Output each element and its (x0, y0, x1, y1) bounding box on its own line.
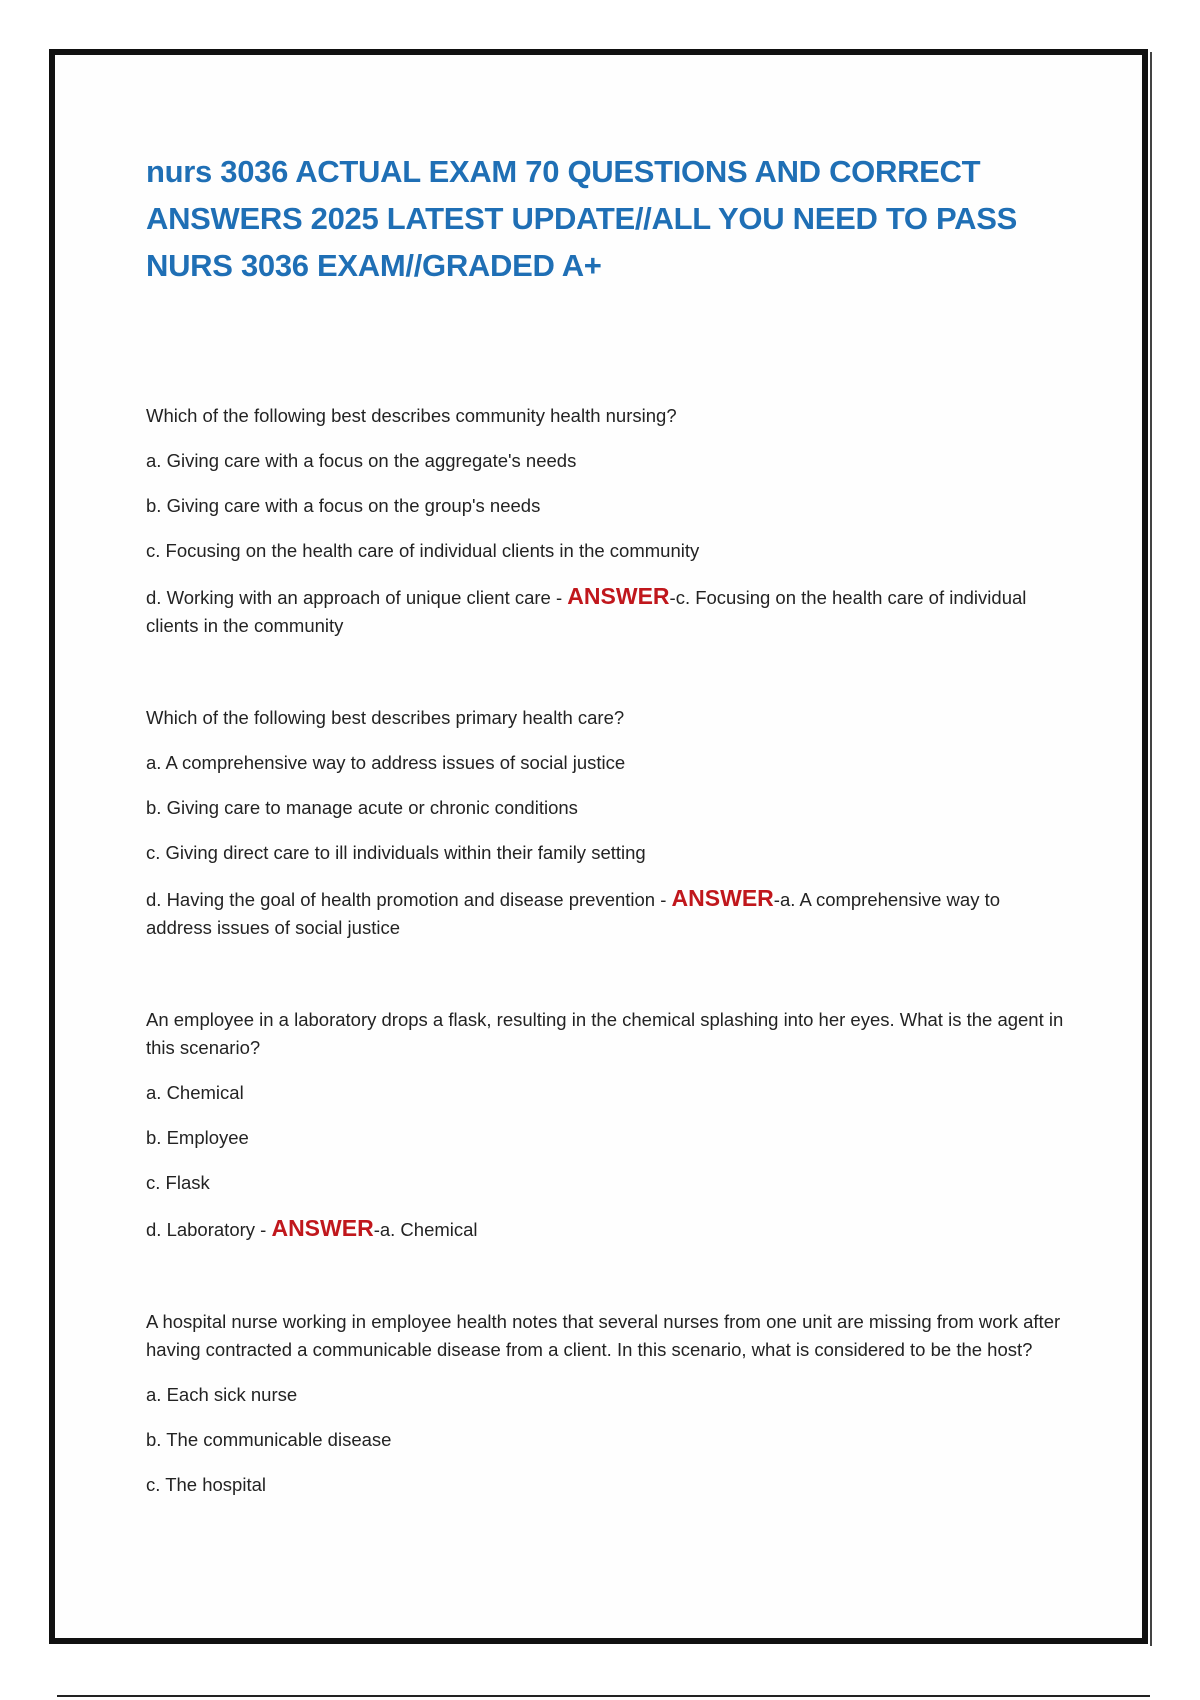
option-d: d. Working with an approach of unique client care - (146, 587, 568, 608)
page-border-shadow (1150, 52, 1152, 1646)
answer-text: -a. Chemical (373, 1219, 478, 1240)
answer-label: ANSWER (671, 885, 774, 911)
option-b: b. The communicable disease (146, 1429, 392, 1450)
question-list (146, 402, 1066, 1499)
option-d-with-answer (146, 1214, 1066, 1244)
question-item (146, 704, 1066, 942)
question-item (146, 1308, 1066, 1499)
option-b: b. Giving care with a focus on the group's needs (146, 495, 541, 516)
document-content (146, 148, 1066, 1563)
question-stem: Which of the following best describes community health nursing? (146, 405, 677, 426)
option-b: b. Employee (146, 1127, 249, 1148)
option-c: c. Focusing on the health care of individual clients in the community (146, 540, 700, 561)
question-stem: An employee in a laboratory drops a flask, resulting in the chemical splashing into her eyes. What is the agent in this scenario? (146, 1009, 1064, 1058)
answer-label: ANSWER (567, 583, 670, 609)
option-d-with-answer (146, 884, 1066, 942)
answer-text: -a. A comprehensive way to address issues of social justice (146, 889, 1001, 938)
option-a: a. Giving care with a focus on the aggregate's needs (146, 450, 577, 471)
question-item (146, 1006, 1066, 1244)
option-a: a. A comprehensive way to address issues of social justice (146, 752, 626, 773)
option-d: d. Laboratory - (146, 1219, 272, 1240)
answer-label: ANSWER (271, 1215, 374, 1241)
document-title: nurs 3036 ACTUAL EXAM 70 QUESTIONS AND CORRECT ANSWERS 2025 LATEST UPDATE//ALL YOU NEED TO PASS NURS 3036 EXAM//GRADED A+ (146, 154, 1017, 283)
option-d: d. Having the goal of health promotion and disease prevention - (146, 889, 672, 910)
option-c: c. Flask (146, 1172, 210, 1193)
option-a: a. Each sick nurse (146, 1384, 298, 1405)
question-stem: A hospital nurse working in employee health notes that several nurses from one unit are missing from work after having contracted a communicable disease from a client. In this scenario, what is considered to be the host? (146, 1311, 1061, 1360)
option-c: c. Giving direct care to ill individuals within their family setting (146, 842, 646, 863)
question-item (146, 402, 1066, 640)
page-bottom-rule (57, 1695, 1150, 1697)
option-a: a. Chemical (146, 1082, 244, 1103)
option-c: c. The hospital (146, 1474, 266, 1495)
question-stem: Which of the following best describes primary health care? (146, 707, 625, 728)
option-d-with-answer (146, 582, 1066, 640)
option-b: b. Giving care to manage acute or chronic conditions (146, 797, 578, 818)
answer-text: -c. Focusing on the health care of individual clients in the community (146, 587, 1027, 636)
